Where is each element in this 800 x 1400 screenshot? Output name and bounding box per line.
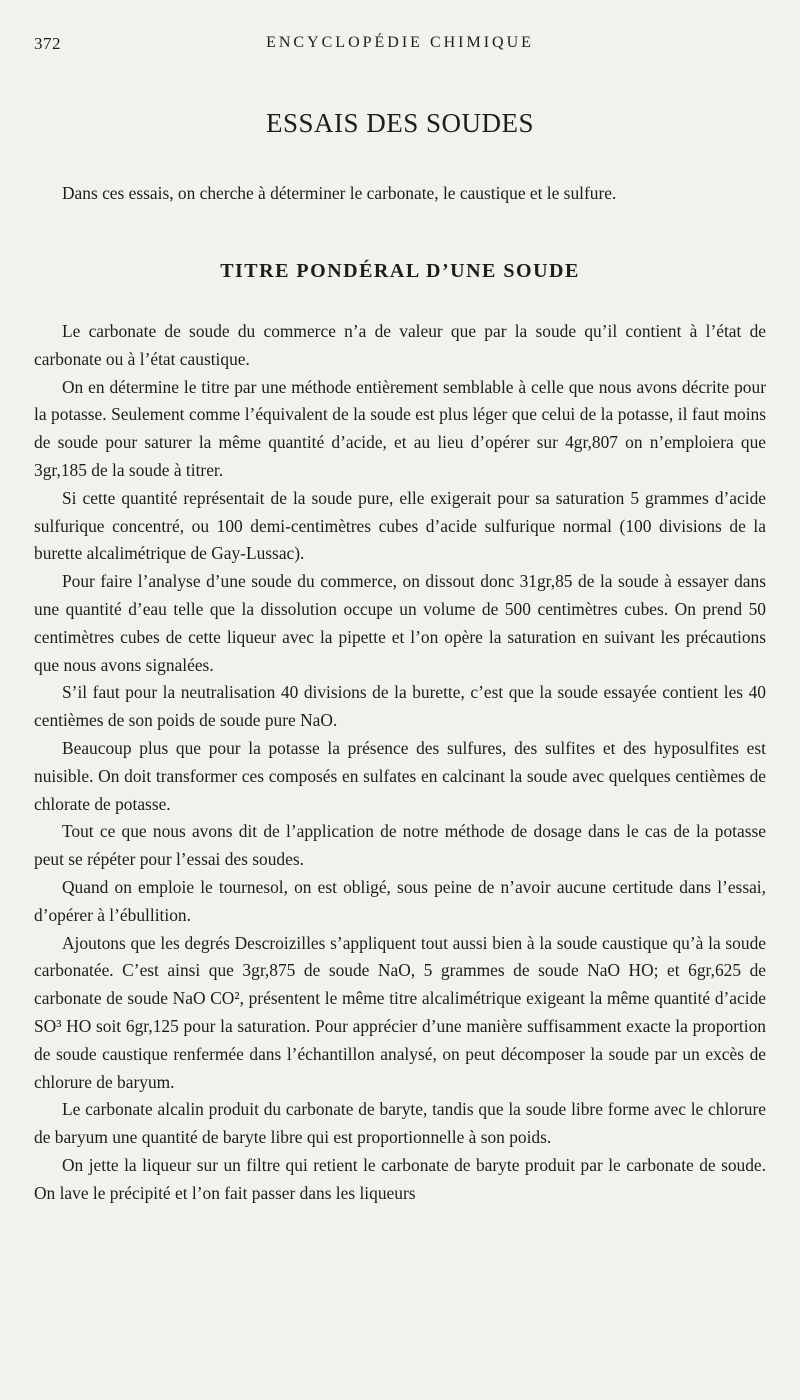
chapter-title: ESSAIS DES SOUDES — [265, 108, 535, 138]
page-number: 372 — [34, 34, 61, 53]
paragraph: Pour faire l’analyse d’une soude du commerce, on dissout donc 31gr,85 de la soude à essayer dans une quantité d’eau telle que la dissolution occupe un volume de 500 centimètres cubes. On prend 50 centimètres cubes de cette liqueur avec la pipette et l’on opère la saturation en suivant les précautions que nous avons signalées. — [34, 571, 766, 675]
paragraph: Beaucoup plus que pour la potasse la présence des sulfures, des sulfites et des hyposulfites est nuisible. On doit transformer ces composés en sulfates en calcinant la soude avec quelques centièmes de chlorate de potasse. — [34, 737, 766, 814]
paragraph: Quand on emploie le tournesol, on est obligé, sous peine de n’avoir aucune certitude dans l’essai, d’opérer à l’ébullition. — [34, 876, 766, 925]
intro-paragraph: Dans ces essais, on cherche à déterminer le carbonate, le caustique et le sulfure. — [62, 183, 617, 203]
paragraph: Le carbonate alcalin produit du carbonate de baryte, tandis que la soude libre forme avec le chlorure de baryum une quantité de baryte libre qui est proportionnelle à son poids. — [34, 1099, 766, 1148]
paragraph: Si cette quantité représentait de la soude pure, elle exigerait pour sa saturation 5 grammes d’acide sulfurique concentré, ou 100 demi-centimètres cubes d’acide sulfurique normal (100 divisions de la burette alcalimétrique de Gay-Lussac). — [34, 487, 766, 564]
paragraph: On en détermine le titre par une méthode entièrement semblable à celle que nous avons décrite pour la potasse. Seulement comme l’équivalent de la soude est plus léger que celui de la potasse, il faut moins de soude pour saturer la même quantité d’acide, et au lieu d’opérer sur 4gr,807 on n’emploiera que 3gr,185 de la soude à titrer. — [34, 376, 766, 480]
section-title: TITRE PONDÉRAL D’UNE SOUDE — [220, 260, 580, 282]
paragraph: Tout ce que nous avons dit de l’application de notre méthode de dosage dans le cas de la potasse peut se répéter pour l’essai des soudes. — [34, 821, 766, 870]
paragraph: Ajoutons que les degrés Descroizilles s’appliquent tout aussi bien à la soude caustique qu’à la soude carbonatée. C’est ainsi que 3gr,875 de soude NaO, 5 grammes de soude NaO HO; et 6gr,625 de carbonate de soude NaO CO², présentent le même titre alcalimétrique exigeant la même quantité d’acide SO³ HO soit 6gr,125 pour la saturation. Pour apprécier d’une manière suffisamment exacte la proportion de soude caustique renfermée dans l’échantillon analysé, on peut décomposer la soude par un excès de chlorure de baryum. — [34, 932, 766, 1092]
running-header — [34, 34, 766, 58]
running-title: ENCYCLOPÉDIE CHIMIQUE — [266, 34, 534, 51]
chapter-intro — [34, 180, 764, 207]
paragraph: S’il faut pour la neutralisation 40 divisions de la burette, c’est que la soude essayée contient les 40 centièmes de son poids de soude pure NaO. — [34, 682, 766, 731]
paragraph: Le carbonate de soude du commerce n’a de valeur que par la soude qu’il contient à l’état de carbonate ou à l’état caustique. — [34, 321, 766, 369]
paragraph: On jette la liqueur sur un filtre qui retient le carbonate de baryte produit par le carbonate de soude. On lave le précipité et l’on fait passer dans les liqueurs — [34, 1154, 766, 1203]
section-body — [34, 318, 766, 1208]
